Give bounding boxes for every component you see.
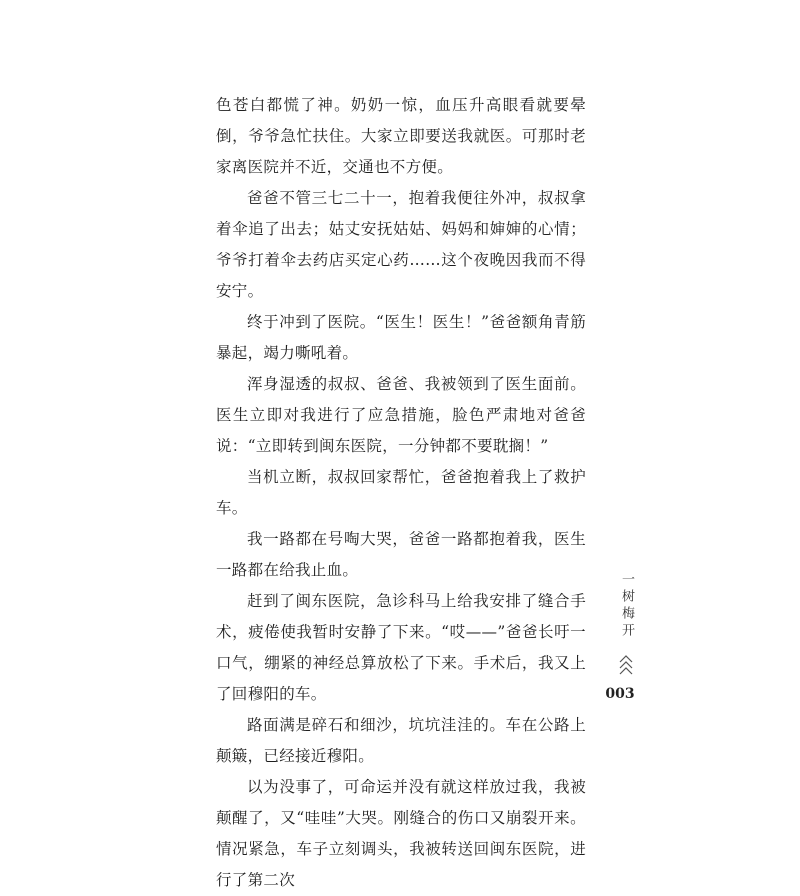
- running-header: [612, 572, 640, 676]
- paragraph-2: 爸爸不管三七二十一，抱着我便往外冲，叔叔拿着伞追了出去；姑丈安抚姑姑、妈妈和婶婶的心情；爷爷打着伞去药店买定心药……这个夜晚因我而不得安宁。: [216, 189, 586, 300]
- paragraph-6: 我一路都在号啕大哭，爸爸一路都抱着我，医生一路都在给我止血。: [216, 530, 586, 579]
- paragraph-4: 浑身湿透的叔叔、爸爸、我被领到了医生面前。医生立即对我进行了应急措施，脸色严肃地对爸爸说：“立即转到闽东医院，一分钟都不要耽搁！”: [216, 375, 586, 455]
- page-number: 003: [605, 686, 635, 702]
- paragraph-7: 赶到了闽东医院，急诊科马上给我安排了缝合手术，疲倦使我暂时安静了下来。“哎——”爸爸长吁一口气，绷紧的神经总算放松了下来。手术后，我又上了回穆阳的车。: [216, 592, 586, 703]
- body-text: [216, 90, 586, 896]
- double-chevron-icon: [618, 654, 634, 676]
- paragraph-5: 当机立断，叔叔回家帮忙，爸爸抱着我上了救护车。: [216, 468, 586, 517]
- paragraph-8: 路面满是碎石和细沙，坑坑洼洼的。车在公路上颠簸，已经接近穆阳。: [216, 716, 586, 765]
- paragraph-9: 以为没事了，可命运并没有就这样放过我，我被颠醒了，又“哇哇”大哭。刚缝合的伤口又崩裂开来。情况紧急，车子立刻调头，我被转送回闽东医院，进行了第二次: [216, 778, 586, 889]
- paragraph-3: 终于冲到了医院。“医生！医生！”爸爸额角青筋暴起，竭力嘶吼着。: [216, 313, 586, 362]
- paragraph-1: 色苍白都慌了神。奶奶一惊，血压升高眼看就要晕倒，爷爷急忙扶住。大家立即要送我就医。可那时老家离医院并不近，交通也不方便。: [216, 96, 586, 176]
- book-title: 一树梅开: [619, 572, 634, 640]
